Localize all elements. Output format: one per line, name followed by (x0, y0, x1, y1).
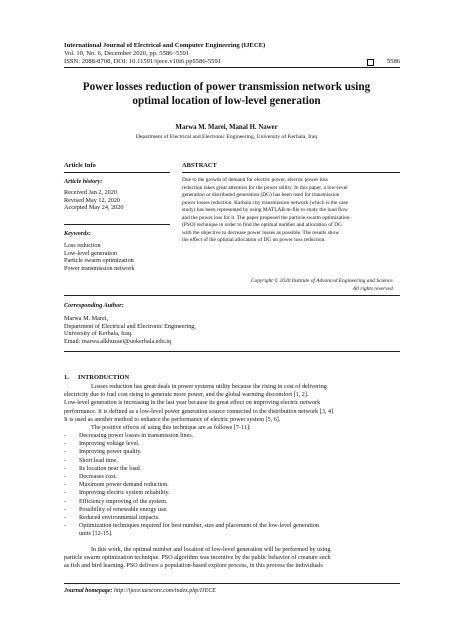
history-item: Accepted May 24, 2020 (64, 204, 124, 212)
paragraph-line: electricity due to fuel cost rising to generate more power, and the global warming discomfort [1, 2]. (64, 392, 309, 399)
copyright (182, 278, 394, 293)
list-item: - Its location near the load. (64, 465, 142, 472)
journal-issn: ISSN: 2088-8708, DOI: 10.11591/ijece.v10i6.pp5586-5591 (64, 58, 222, 66)
paragraph-line: Low-level generation is increasing in the last year because its great effect on improving electric network (64, 400, 321, 407)
keyword-item: Power transmission network (64, 264, 135, 272)
intro-paragraph-3 (64, 546, 400, 571)
list-item: - Improving voltage level. (64, 441, 140, 448)
list-item-continuation: units [12-15]. (79, 531, 113, 538)
list-item: - Decreases cost. (64, 474, 117, 481)
abstract-line: study) has been represented by using MATLAB m-file to study the load flow (182, 207, 348, 213)
authors: Marwa M. Marei, Manal H. Nawer (175, 124, 278, 131)
article-info-heading: Article Info (64, 162, 96, 169)
abstract-line: power losses reduction. Karbala city transmission network (which is the case (182, 199, 349, 206)
footer-label: Journal homepage (64, 588, 111, 594)
keyword-item: Loss reduction (64, 242, 101, 249)
list-item: - Improving power quality. (64, 449, 142, 456)
abstract-line: generation or distributed generation (DG) has been used for transmission (182, 192, 340, 198)
list-item: - Efficiency improving of the system. (64, 498, 168, 505)
header-rule (64, 67, 400, 68)
footer-url[interactable]: http://ijece.iaescore.com/index.php/IJECE (114, 588, 216, 594)
list-item: - Reduced environmental impacts. (64, 515, 160, 522)
paragraph-line: Losses reduction has great deals in power systems utility because the rising in cost of delivering (91, 384, 327, 390)
article-info-rule (64, 172, 170, 173)
paragraph-line: performance. It is defined as a low-level power generation source connected to the distribution network [3, 4]. (64, 408, 335, 415)
abstract-line: (PSO) technique in order to find the optimal number and allocation of DG (182, 222, 342, 228)
abstract-line: reduction takes great attention for the power utility. In this paper, a low-level (182, 184, 348, 191)
list-item: - Improving electric system reliability. (64, 490, 170, 497)
journal-volume: Vol. 10, No. 6, December 2020, pp. 5586~5591 (64, 50, 190, 58)
list-item: - Short lead time. (64, 457, 119, 464)
keywords-rule (64, 224, 170, 225)
square-icon (367, 59, 374, 66)
paragraph-line: It is used as another method to enhance the performance of electric power system [5, 6]. (64, 416, 281, 423)
keyword-item: Low-level generation (64, 249, 118, 257)
abstract-line: Due to the growth of demand for electric power, electric power loss (182, 177, 328, 183)
page-number: 5586 (387, 58, 401, 65)
history-heading: Article history: (64, 178, 103, 185)
section-title: INTRODUCTION (78, 374, 130, 381)
list-item: - Possibility of renewable energy use. (64, 506, 168, 513)
keywords-list (64, 242, 134, 272)
corresponding-heading: Corresponding Author: (64, 302, 124, 309)
keyword-item: Particle swarm optimization (64, 257, 134, 265)
paragraph-line: In this work, the optimal number and location of low-level generation will be performed by using (91, 547, 331, 553)
corresponding-line: Marwa M. Marei, (64, 315, 108, 322)
abstract-rule (182, 172, 400, 173)
copyright-line-2: All rights reserved. (352, 285, 394, 292)
affiliation: Department of Electrical and Electronic Engineering, University of Kerbala, Iraq (135, 134, 318, 140)
journal-header (64, 42, 265, 67)
footer-rule (64, 583, 400, 584)
history-item: Received Jan 2, 2020 (64, 189, 117, 196)
corresponding-line: University of Kerbala, Iraq. (64, 330, 133, 338)
corresponding-line: Department of Electrical and Electronic Engineering, (64, 322, 196, 330)
title-line-2: optimal location of low-level generation (132, 95, 321, 107)
abstract-line: with the objective to decrease power losses as possible. The results show (182, 229, 340, 236)
section-heading (64, 374, 129, 381)
list-item: - Decreasing power losses in transmission lines. (64, 433, 194, 439)
footer: Journal homepage: http://ijece.iaescore.com/index.php/IJECE (64, 588, 216, 594)
abstract-heading: ABSTRACT (182, 162, 217, 169)
copyright-line-1: Copyright © 2020 Institute of Advanced Engineering and Science. (250, 278, 394, 284)
title-line-1: Power losses reduction of power transmission network using (82, 81, 371, 93)
list-item: - Optimization techniques required for best number, size and placement of the low-level generation (64, 523, 320, 530)
abstract-line: and the power loss for it. The paper proposed the particle swarm optimization (182, 214, 350, 221)
section-number: 1. (64, 374, 69, 381)
abstract-line: the effect of the optimal allocation of DG on power loss reduction. (182, 237, 326, 243)
corresponding-rule (64, 351, 400, 352)
list-item: - Maximum power demand reduction. (64, 482, 169, 489)
journal-name: International Journal of Electrical and Computer Engineering (IJECE) (64, 42, 266, 49)
benefits-list (64, 432, 400, 539)
corresponding-details (64, 315, 196, 345)
paper-title (40, 80, 413, 108)
corresponding-email[interactable]: Email: marwa.alkhuzaei@uokerbala.edu.iq (64, 337, 172, 345)
keywords-heading: Keywords: (64, 230, 91, 237)
paragraph-line: The positive effects of using this technique are as follows [7-11]: (91, 425, 251, 432)
paragraph-line: particle swarm optimization technique. PSO algorithm was incentive by the public behavior of creature such (64, 555, 331, 562)
abstract-body (182, 177, 400, 245)
history-item: Revised May 12, 2020 (64, 196, 121, 204)
info-bottom-rule (64, 295, 400, 296)
intro-paragraph-1 (64, 383, 400, 432)
paragraph-line: as fish and bird learning. PSO delivers a population-based explore process, in this process the individuals (64, 563, 323, 570)
history-list (64, 189, 123, 212)
